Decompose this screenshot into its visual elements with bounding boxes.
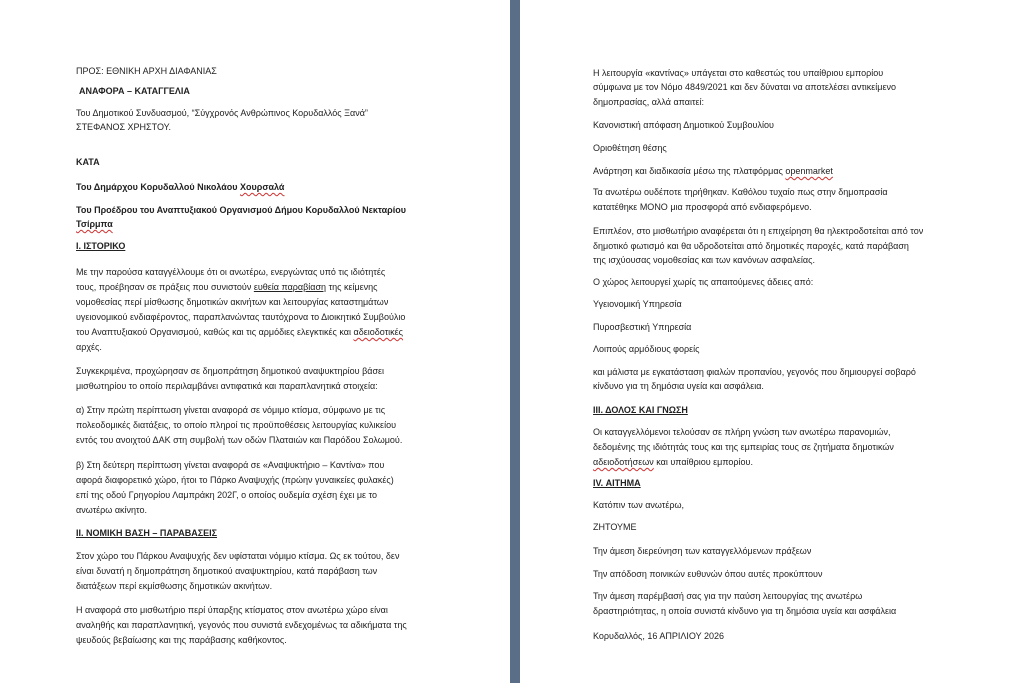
demand-1: Την άμεση διερεύνηση των καταγγελλόμενων πράξεων <box>593 546 812 556</box>
president-name: Τσίρμπα <box>76 219 113 229</box>
date-line: Κορυδαλλός, 16 ΑΠΡΙΛΙΟΥ 2026 <box>593 631 724 641</box>
p7-line-1: Η λειτουργία «καντίνας» υπάγεται στο καθεστώς του υπαίθριου εμπορίου <box>593 68 884 78</box>
p12-line-1: Οι καταγγελλόμενοι τελούσαν σε πλήρη γνώση των ανωτέρω παρανομιών, <box>593 427 891 437</box>
p1-line-5: του Αναπτυξιακού Οργανισμού, καθώς και τις αρμόδιες ελεγκτικές και αδειοδοτικές <box>76 327 404 337</box>
demand-3-line-1: Την άμεση παρέμβασή σας για την παύση λειτουργίας της ανωτέρω <box>593 591 863 601</box>
kata-heading: ΚΑΤΑ <box>76 157 100 167</box>
p7-line-3: δημοπρασίας, αλλά απαιτεί: <box>593 97 705 107</box>
p2-line-2: μισθωτηρίου το οποίο περιλαμβάνει αντιφατικά και παραπλανητικά στοιχεία: <box>76 381 378 391</box>
p7-line-2: σύμφωνα με τον Νόμο 4849/2021 και δεν δύναται να αποτελέσει αντικείμενο <box>593 82 896 92</box>
demand-3-line-2: δραστηριότητας, η οποία συνιστά κίνδυνο για τη δημόσια υγεία και ασφάλεια <box>593 606 897 616</box>
p4-line-4: ανωτέρω ακίνητο. <box>76 505 147 515</box>
p9-line-3: της ισχύουσας νομοθεσίας και των κανόνων ασφαλείας. <box>593 255 815 265</box>
p1-line-6: αρχές. <box>76 342 102 352</box>
p10-line: Ο χώρος λειτουργεί χωρίς τις απαιτούμενες άδειες από: <box>593 277 814 287</box>
sender-line-1: Του Δημοτικού Συνδυασμού, “Σύγχρονός Ανθρώπινος Κορυδαλλός Ξανά” <box>76 108 368 118</box>
p8-line-2: κατατέθηκε ΜΟΝΟ μια προσφορά από ενδιαφερόμενο. <box>593 202 812 212</box>
p2-line-1: Συγκεκριμένα, προχώρησαν σε δημοπράτηση δημοτικού αναψυκτηρίου βάσει <box>76 366 385 376</box>
p4-line-2: αφορά διαφορετικό χώρο, ήτοι το Πάρκο Αναψυχής (πρώην γυναικείες φυλακές) <box>76 475 394 485</box>
p12-line-3: αδειοδοτήσεων και υπαίθριου εμπορίου. <box>593 457 753 467</box>
sender-line-2: ΣΤΕΦΑΝΟΣ ΧΡΗΣΤΟΥ. <box>76 122 172 132</box>
p12-line-2: δεδομένης της ιδιότητάς τους και της εμπειρίας τους σε ζητήματα δημοτικών <box>593 442 894 452</box>
p3-line-2: πολεοδομικές διατάξεις, το οποίο πληροί τις προϋποθέσεις λειτουργίας κυλικείου <box>76 420 396 430</box>
p5-line-3: διατάξεων περί εκμίσθωσης δημοτικών ακινήτων. <box>76 581 273 591</box>
document-page-right <box>520 0 1024 683</box>
p13-line: Κατόπιν των ανωτέρω, <box>593 500 685 510</box>
authority-3: Λοιπούς αρμόδιους φορείς <box>593 344 700 354</box>
demand-2: Την απόδοση ποινικών ευθυνών όπου αυτές προκύπτουν <box>593 569 823 579</box>
spellcheck-word: αδειοδοτήσεων <box>593 457 654 467</box>
p11-line-1: και μάλιστα με εγκατάσταση φιαλών προπανίου, γεγονός που δημιουργεί σοβαρό <box>593 367 916 377</box>
platform-name: openmarket <box>785 166 833 176</box>
p3-line-3: εντός του ανοιχτού ΔΑΚ στη συμβολή των οδών Πλαταιών και Παρόδου Σολωμού. <box>76 435 403 445</box>
p4-line-1: β) Στη δεύτερη περίπτωση γίνεται αναφορά σε «Αναψυκτήριο – Καντίνα» που <box>76 460 385 470</box>
requirement-3: Ανάρτηση και διαδικασία μέσω της πλατφόρμας openmarket <box>593 166 833 176</box>
document-page-left <box>0 0 510 683</box>
section-heading-history: Ι. ΙΣΤΟΡΙΚΟ <box>76 241 126 251</box>
p6-line-2: αναληθής και παραπλανητική, γεγονός που συνιστά ενδεχομένως τα αδικήματα της <box>76 620 407 630</box>
p4-line-3: επί της οδού Γρηγορίου Λαμπράκη 202Γ, ο οποίος ουδεμία σχέση έχει με το <box>76 490 378 500</box>
section-heading-request: IV. ΑΙΤΗΜΑ <box>593 478 641 488</box>
p14-line: ΖΗΤΟΥΜΕ <box>593 522 637 532</box>
p6-line-3: ψευδούς βεβαίωσης και της παράβασης καθήκοντος. <box>76 635 287 645</box>
violation-phrase: ευθεία παραβίαση <box>253 282 327 292</box>
mayor-name: Χουρσαλά <box>240 182 285 192</box>
p11-line-2: κίνδυνο για τη δημόσια υγεία και ασφάλεια. <box>593 381 764 391</box>
spellcheck-word: αδειοδοτικές <box>353 327 404 337</box>
authority-1: Υγειονομική Υπηρεσία <box>593 299 682 309</box>
p5-line-1: Στον χώρο του Πάρκου Αναψυχής δεν υφίσταται νόμιμο κτίσμα. Ως εκ τούτου, δεν <box>76 551 400 561</box>
page-gutter <box>510 0 520 683</box>
president-line-1: Του Προέδρου του Αναπτυξιακού Οργανισμού Δήμου Κορυδαλλού Νεκταρίου <box>76 205 406 215</box>
recipient-line: ΠΡΟΣ: ΕΘΝΙΚΗ ΑΡΧΗ ΔΙΑΦΑΝΙΑΣ <box>76 66 217 76</box>
p1-line-1: Με την παρούσα καταγγέλλουμε ότι οι ανωτέρω, ενεργώντας υπό τις ιδιότητές <box>76 267 386 277</box>
section-heading-intent: ΙΙΙ. ΔΟΛΟΣ ΚΑΙ ΓΝΩΣΗ <box>593 405 688 415</box>
p5-line-2: είναι δυνατή η δημοπράτηση δημοτικού αναψυκτηρίου, κατά παράβαση των <box>76 566 378 576</box>
p1-line-3: νομοθεσίας περί μίσθωσης δημοτικών ακινήτων και λειτουργίας καταστημάτων <box>76 297 389 307</box>
mayor-line: Του Δημάρχου Κορυδαλλού Νικολάου Χουρσαλά <box>76 182 285 192</box>
authority-2: Πυροσβεστική Υπηρεσία <box>593 322 692 332</box>
p1-line-2: τους, προέβησαν σε πράξεις που συνιστούν ευθεία παραβίαση της κείμενης <box>76 282 378 292</box>
p3-line-1: α) Στην πρώτη περίπτωση γίνεται αναφορά σε νόμιμο κτίσμα, σύμφωνο με τις <box>76 405 386 415</box>
p9-line-2: δημοτικό φωτισμό και θα υδροδοτείται από δημοτικές παροχές, κατά παράβαση <box>593 241 909 251</box>
requirement-1: Κανονιστική απόφαση Δημοτικού Συμβουλίου <box>593 120 774 130</box>
section-heading-legal: ΙΙ. ΝΟΜΙΚΗ ΒΑΣΗ – ΠΑΡΑΒΑΣΕΙΣ <box>76 528 218 538</box>
p8-line-1: Τα ανωτέρω ουδέποτε τηρήθηκαν. Καθόλου τυχαίο πως στην δημοπρασία <box>593 187 888 197</box>
p9-line-1: Επιπλέον, στο μισθωτήριο αναφέρεται ότι η επιχείρηση θα ηλεκτροδοτείται από τον <box>593 226 924 236</box>
p6-line-1: Η αναφορά στο μισθωτήριο περί ύπαρξης κτίσματος στον ανωτέρω χώρο είναι <box>76 605 388 615</box>
requirement-2: Οριοθέτηση θέσης <box>593 143 667 153</box>
p1-line-4: υγειονομικού ενδιαφέροντος, παραπλανώντας ταυτόχρονα το Διοικητικό Συμβούλιο <box>76 312 406 322</box>
document-heading: ΑΝΑΦΟΡΑ – ΚΑΤΑΓΓΕΛΙΑ <box>79 86 190 96</box>
